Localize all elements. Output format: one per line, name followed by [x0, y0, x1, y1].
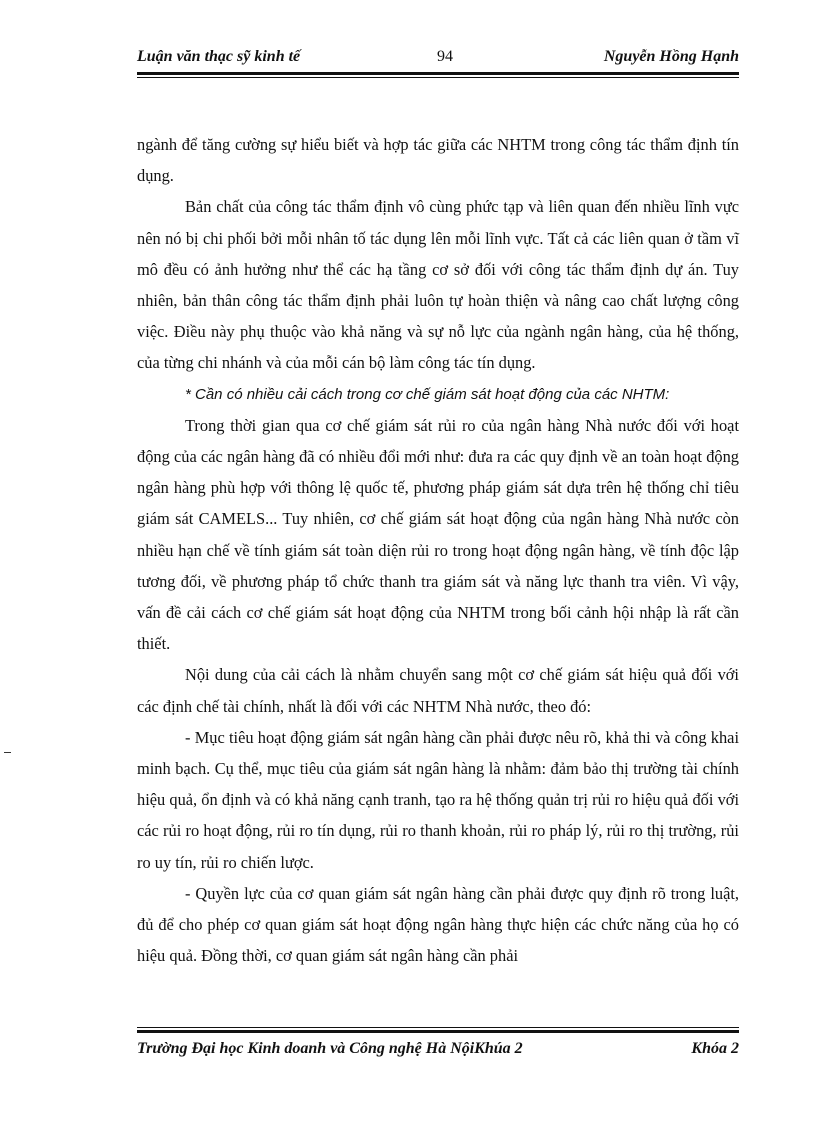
page-footer: [137, 1038, 739, 1064]
list-item: - Quyền lực của cơ quan giám sát ngân hàng cần phải được quy định rõ trong luật, đủ để cho phép cơ quan giám sát hoạt động ngân hàng thực hiện các chức năng của họ có hiệu quả. Đồng thời, cơ quan giám sát ngân hàng cần phải: [137, 883, 739, 966]
section-heading: * Cần có nhiều cải cách trong cơ chế giám sát hoạt động của các NHTM:: [185, 385, 670, 403]
footer-rule-thick: [137, 1030, 739, 1033]
paragraph: Nội dung của cải cách là nhằm chuyển sang một cơ chế giám sát hiệu quả đối với các định chế tài chính, nhất là đối với các NHTM Nhà nước, theo đó:: [137, 665, 739, 716]
paragraph: ngành để tăng cường sự hiểu biết và hợp tác giữa các NHTM trong công tác thẩm định tín dụng.: [137, 135, 739, 186]
paragraph: Trong thời gian qua cơ chế giám sát rủi ro của ngân hàng Nhà nước đối với hoạt động của các ngân hàng đã có nhiều đổi mới như: đưa ra các quy định về an toàn hoạt động ngân hàng phù hợp với thông lệ quốc tế, phương pháp giám sát dựa trên hệ thống chỉ tiêu giám sát CAMELS... Tuy nhiên, cơ chế giám sát hoạt động của ngân hàng Nhà nước còn nhiều hạn chế về tính giám sát toàn diện rủi ro trong hoạt động ngân hàng, về tính độc lập tương đối, về phương pháp tổ chức thanh tra giám sát và năng lực thanh tra viên. Vì vậy, vấn đề cải cách cơ chế giám sát hoạt động của NHTM trong bối cảnh hội nhập là rất cần thiết.: [137, 415, 739, 654]
university-name: Trường Đại học Kinh doanh và Công nghệ Hà NộiKhúa 2: [137, 1040, 523, 1057]
paragraph: Bản chất của công tác thẩm định vô cùng phức tạp và liên quan đến nhiều lĩnh vực nên nó bị chi phối bởi mỗi nhân tố tác dụng lên mỗi lĩnh vực. Tất cả các liên quan ở tầm vĩ mô đều có ảnh hưởng như thể các hạ tầng cơ sở đối với công tác thẩm định dự án. Tuy nhiên, bản thân công tác thẩm định phải luôn tự hoàn thiện và nâng cao chất lượng công việc. Điều này phụ thuộc vào khả năng và sự nỗ lực của ngành ngân hàng, của hệ thống, của từng chi nhánh và của mỗi cán bộ làm công tác tín dụng.: [137, 197, 739, 373]
page-header: [137, 44, 739, 74]
page-body: [137, 129, 739, 971]
footer-rule-thin: [137, 1027, 739, 1028]
header-rule-thin: [137, 77, 739, 78]
author-name: Nguyễn Hồng Hạnh: [603, 48, 739, 65]
thesis-title: Luận văn thạc sỹ kinh tế: [137, 48, 301, 65]
list-item: - Mục tiêu hoạt động giám sát ngân hàng cần phải được nêu rõ, khả thi và công khai minh bạch. Cụ thể, mục tiêu của giám sát ngân hàng là nhằm: đảm bảo thị trường tài chính hiệu quả, ổn định và có khả năng cạnh tranh, tạo ra hệ thống quản trị rủi ro hiệu quả đối với các rủi ro hoạt động, rủi ro tín dụng, rủi ro thanh khoản, rủi ro pháp lý, rủi ro thị trường, rủi ro uy tín, rủi ro chiến lược.: [137, 727, 739, 872]
page-number: 94: [437, 48, 453, 65]
course-label: Khóa 2: [691, 1040, 739, 1057]
header-rule-thick: [137, 72, 739, 75]
margin-mark: [4, 752, 11, 753]
